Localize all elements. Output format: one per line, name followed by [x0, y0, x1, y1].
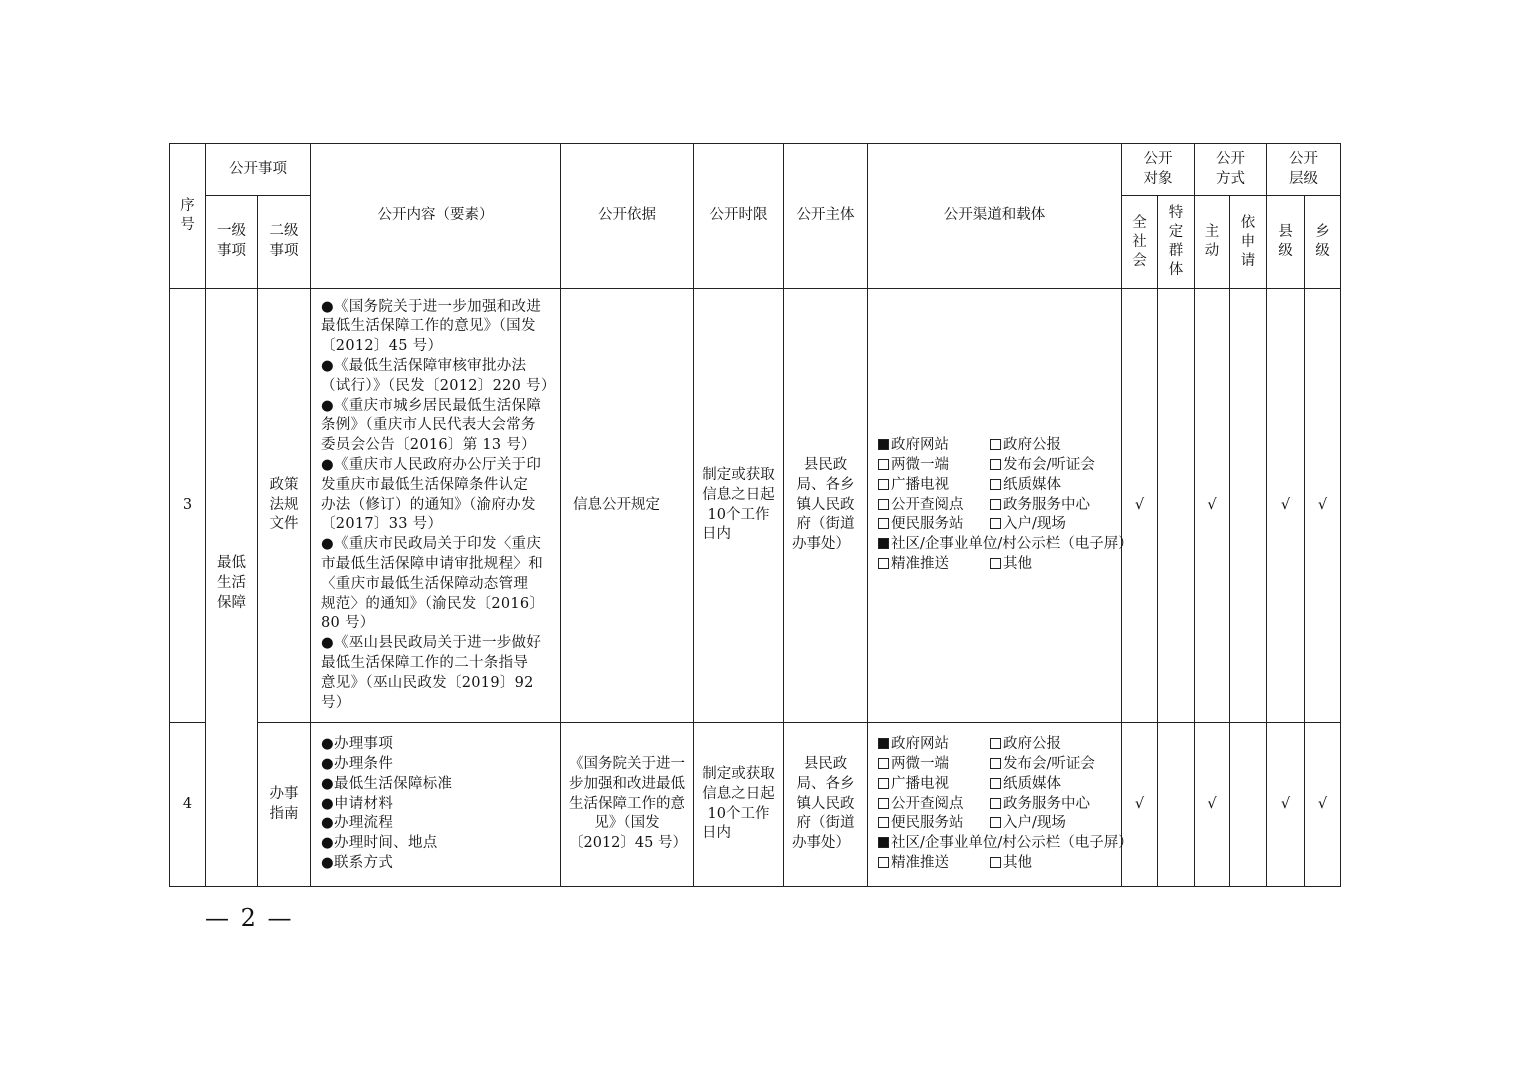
channel-label: 纸质媒体 [1003, 775, 1061, 792]
channel-label: 政府公报 [1003, 437, 1061, 454]
checked-box-icon [878, 738, 889, 749]
row-seq: 3 [170, 289, 206, 723]
header-matter: 公开事项 [206, 144, 311, 196]
header-target-all-char: 全 [1132, 214, 1147, 231]
channel-row [878, 436, 1121, 456]
channel-row [878, 854, 1121, 874]
unchecked-box-icon [878, 857, 889, 868]
unchecked-box-icon [990, 817, 1001, 828]
channel-option [878, 536, 1133, 552]
unchecked-box-icon [990, 479, 1001, 490]
channel-option [878, 436, 990, 456]
content-line: （试行）》（民发〔2012〕220 号） [321, 377, 556, 394]
content-lines [321, 735, 554, 874]
checked-box-icon [878, 837, 889, 848]
content-line: 规范〉的通知》（渝民发〔2016〕 [321, 595, 545, 612]
channel-option [990, 795, 1102, 815]
channel-option [878, 795, 990, 815]
row-method-request [1230, 723, 1267, 887]
channel-option [990, 515, 1102, 535]
content-line: ●办理条件 [321, 756, 394, 772]
channel-option [878, 735, 990, 755]
channel-option [990, 814, 1102, 834]
level1-item-line: 最低 [217, 555, 246, 571]
channel-row [878, 456, 1121, 476]
header-target [1122, 144, 1195, 196]
channel-option [878, 456, 990, 476]
content-line: 〔2017〕33 号） [321, 516, 443, 533]
row-target-all: √ [1122, 289, 1158, 723]
channel-option [990, 775, 1102, 795]
content-line: 最低生活保障工作的意见》（国发 [321, 318, 536, 335]
content-line: ●《最低生活保障审核审批办法 [321, 358, 527, 375]
channel-option [878, 476, 990, 496]
unchecked-box-icon [990, 499, 1001, 510]
unchecked-box-icon [990, 857, 1001, 868]
channel-label: 政府公报 [1003, 736, 1061, 753]
level2-line: 政策 [269, 476, 299, 493]
checked-box-icon [878, 439, 889, 450]
channel-row [878, 496, 1121, 516]
unchecked-box-icon [990, 758, 1001, 769]
content-line: 条例》（重庆市人民代表大会常务 [321, 417, 536, 434]
channel-row [878, 775, 1121, 795]
unchecked-box-icon [878, 479, 889, 490]
row-channels [868, 723, 1133, 887]
content-line: 〔2012〕45 号） [321, 338, 443, 355]
channel-option [878, 496, 990, 516]
row-time-limit: 制定或获取信息之日起10个工作日内 [694, 289, 784, 723]
content-line: 〈重庆市最低生活保障动态管理 [321, 575, 529, 592]
table-row [170, 289, 1341, 723]
header-target-all [1122, 196, 1158, 289]
header-level-town [1305, 196, 1341, 289]
channel-label: 社区/企事业单位/村公示栏（电子屏） [891, 835, 1133, 852]
checked-box-icon [878, 538, 889, 549]
header-method-request-char: 依 [1240, 214, 1256, 231]
channel-label: 其他 [1003, 854, 1032, 871]
unchecked-box-icon [990, 778, 1001, 789]
level2-line: 指南 [269, 805, 299, 822]
channel-option [990, 755, 1102, 775]
channel-label: 政府网站 [891, 437, 949, 454]
header-basis: 公开依据 [561, 144, 694, 289]
channel-row [878, 814, 1121, 834]
header-target-all-char: 社 [1132, 233, 1147, 250]
row-content [311, 723, 561, 887]
header-level [1267, 144, 1341, 196]
channel-option [990, 555, 1102, 575]
header-method-line: 方式 [1216, 170, 1245, 187]
level2-line: 法规 [269, 496, 299, 513]
header-method-request-char: 请 [1240, 252, 1256, 269]
content-line: 意见》（巫山民政发〔2019〕92 号） [321, 674, 534, 711]
row-target-all: √ [1122, 723, 1158, 887]
header-level2-line: 事项 [269, 243, 299, 259]
level2-line: 办事 [269, 785, 299, 802]
content-line: ●办理时间、地点 [321, 835, 438, 852]
level1-item [206, 289, 258, 887]
channel-option [878, 755, 990, 775]
channel-option [990, 436, 1102, 456]
channel-label: 其他 [1003, 555, 1032, 572]
header-method-request-char: 申 [1240, 233, 1256, 250]
channel-label: 发布会/听证会 [1003, 756, 1095, 772]
channel-row [878, 476, 1121, 496]
header-seq-label [180, 197, 195, 235]
row-target-specific [1158, 723, 1195, 887]
content-line: 发重庆市最低生活保障条件认定 [321, 476, 529, 493]
row-channels [868, 289, 1133, 723]
unchecked-box-icon [990, 798, 1001, 809]
content-line: 80 号） [321, 615, 375, 632]
channel-label: 广播电视 [891, 476, 949, 493]
channel-option [878, 515, 990, 535]
unchecked-box-icon [990, 738, 1001, 749]
channel-option [990, 496, 1102, 516]
header-target-all-char: 会 [1132, 252, 1147, 269]
row-basis: 信息公开规定 [561, 289, 694, 723]
header-level-town-char: 级 [1315, 243, 1330, 259]
row-target-specific [1158, 289, 1195, 723]
row-method-active: √ [1195, 289, 1230, 723]
header-method-active-char: 动 [1204, 243, 1220, 259]
channel-label: 公开查阅点 [891, 496, 964, 513]
row-method-active: √ [1195, 723, 1230, 887]
unchecked-box-icon [878, 518, 889, 529]
unchecked-box-icon [878, 778, 889, 789]
channel-option [878, 854, 990, 874]
channel-label: 两微一端 [891, 756, 949, 772]
content-line: ●申请材料 [321, 795, 394, 812]
channel-list [878, 436, 1133, 575]
content-lines [321, 298, 554, 714]
disclosure-table [169, 143, 1341, 887]
channel-option [990, 854, 1102, 874]
channel-label: 政务服务中心 [1003, 795, 1090, 812]
row-basis: 《国务院关于进一步加强和改进最低生活保障工作的意见》（国发〔2012〕45 号） [561, 723, 694, 887]
header-level1-line: 事项 [217, 243, 246, 259]
channel-label: 两微一端 [891, 457, 949, 473]
channel-label: 精准推送 [891, 854, 949, 871]
content-line: 市最低生活保障申请审批规程〉和 [321, 555, 543, 572]
header-time-limit: 公开时限 [694, 144, 784, 289]
content-line: ●联系方式 [321, 854, 394, 871]
header-target-specific-char: 定 [1168, 224, 1184, 240]
header-method [1195, 144, 1267, 196]
channel-option [878, 814, 990, 834]
header-level-line: 层级 [1289, 170, 1318, 187]
channel-row [878, 834, 1133, 854]
channel-row [878, 735, 1121, 755]
header-target-specific-char: 特 [1168, 205, 1184, 221]
channel-label: 精准推送 [891, 555, 949, 572]
channel-label: 便民服务站 [891, 815, 964, 832]
header-target-line: 对象 [1143, 170, 1173, 187]
channel-row [878, 555, 1121, 575]
header-level1 [206, 196, 258, 289]
row-level2 [258, 289, 311, 723]
header-content: 公开内容（要素） [311, 144, 561, 289]
channel-label: 发布会/听证会 [1003, 457, 1095, 473]
row-level-county: √ [1267, 723, 1305, 887]
channel-option [990, 735, 1102, 755]
unchecked-box-icon [878, 798, 889, 809]
channel-label: 纸质媒体 [1003, 476, 1061, 493]
channel-label: 社区/企事业单位/村公示栏（电子屏） [891, 536, 1133, 553]
content-line: ●《巫山县民政局关于进一步做好 [321, 635, 542, 652]
content-line: ●最低生活保障标准 [321, 775, 453, 792]
row-content [311, 289, 561, 723]
channel-label: 政务服务中心 [1003, 496, 1090, 513]
row-level2 [258, 723, 311, 887]
header-method-request [1230, 196, 1267, 289]
channel-label: 广播电视 [891, 775, 949, 792]
content-line: 最低生活保障工作的二十条指导 [321, 654, 529, 671]
channel-label: 入户/现场 [1003, 516, 1066, 533]
channel-option [878, 775, 990, 795]
row-method-request [1230, 289, 1267, 723]
channel-row [878, 535, 1133, 555]
header-target-specific [1158, 196, 1195, 289]
channel-list [878, 735, 1133, 874]
header-level-town-char: 乡 [1315, 224, 1330, 240]
row-subject: 县民政局、各乡镇人民政府（街道办事处） [784, 723, 868, 887]
content-line: ●《重庆市人民政府办公厅关于印 [321, 457, 542, 473]
channel-option [878, 555, 990, 575]
content-line: ●《国务院关于进一步加强和改进 [321, 298, 542, 315]
table-row [170, 723, 1341, 887]
channel-option [990, 456, 1102, 476]
level1-item-text [214, 554, 249, 613]
row-seq: 4 [170, 723, 206, 887]
row-time-limit: 制定或获取信息之日起10个工作日内 [694, 723, 784, 887]
channel-row [878, 795, 1121, 815]
unchecked-box-icon [878, 758, 889, 769]
level2-line: 文件 [269, 516, 299, 533]
content-line: 办法（修订）的通知》（渝府办发 [321, 496, 536, 513]
page-number: — 2 — [205, 904, 294, 932]
unchecked-box-icon [878, 817, 889, 828]
content-line: ●办理事项 [321, 736, 394, 753]
unchecked-box-icon [878, 459, 889, 470]
row-level-county: √ [1267, 289, 1305, 723]
header-seq-char: 序 [180, 197, 195, 214]
unchecked-box-icon [990, 558, 1001, 569]
header-target-line: 公开 [1143, 150, 1173, 167]
header-level-county [1267, 196, 1305, 289]
header-subject: 公开主体 [784, 144, 868, 289]
content-line: ●办理流程 [321, 815, 394, 832]
unchecked-box-icon [878, 499, 889, 510]
channel-option [990, 476, 1102, 496]
channel-label: 公开查阅点 [891, 795, 964, 812]
row-level-town: √ [1305, 723, 1341, 887]
channel-row [878, 755, 1121, 775]
unchecked-box-icon [878, 558, 889, 569]
channel-label: 政府网站 [891, 736, 949, 753]
channel-label: 便民服务站 [891, 516, 964, 533]
header-target-specific-char: 群 [1168, 243, 1184, 259]
header-seq [170, 144, 206, 289]
unchecked-box-icon [990, 439, 1001, 450]
level1-item-line: 生活 [217, 574, 246, 591]
content-line: 委员会公告〔2016〕第 13 号） [321, 437, 536, 454]
header-method-active-char: 主 [1204, 224, 1220, 240]
header-level-county-char: 级 [1278, 243, 1293, 259]
channel-row [878, 515, 1121, 535]
header-level2-line: 二级 [269, 223, 299, 240]
row-subject: 县民政局、各乡镇人民政府（街道办事处） [784, 289, 868, 723]
header-seq-char: 号 [180, 216, 195, 233]
header-method-line: 公开 [1216, 150, 1245, 167]
header-level-county-char: 县 [1278, 224, 1293, 240]
header-level1-line: 一级 [217, 223, 246, 240]
header-row-1 [170, 144, 1341, 196]
unchecked-box-icon [990, 518, 1001, 529]
content-line: ●《重庆市民政局关于印发〈重庆 [321, 536, 542, 553]
header-level2 [258, 196, 311, 289]
header-method-active [1195, 196, 1230, 289]
channel-option [878, 835, 1133, 851]
header-channels: 公开渠道和载体 [868, 144, 1122, 289]
level1-item-line: 保障 [217, 594, 246, 611]
header-level-line: 公开 [1289, 150, 1318, 167]
content-line: ●《重庆市城乡居民最低生活保障 [321, 397, 542, 414]
channel-label: 入户/现场 [1003, 815, 1066, 832]
unchecked-box-icon [990, 459, 1001, 470]
header-target-specific-char: 体 [1168, 262, 1184, 278]
row-level-town: √ [1305, 289, 1341, 723]
